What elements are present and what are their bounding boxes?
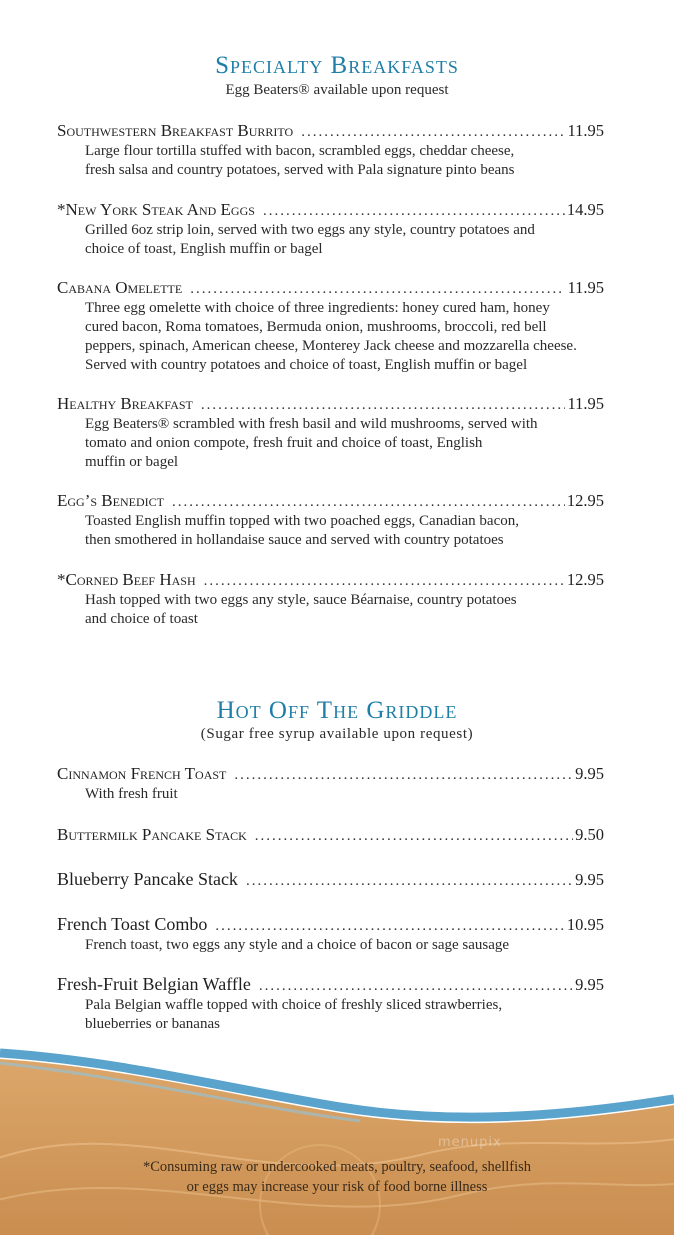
item-name: Cinnamon French Toast	[57, 764, 227, 783]
section-title-specialty: Specialty Breakfasts	[215, 52, 459, 79]
menu-item	[57, 570, 604, 629]
item-price: 9.95	[575, 870, 604, 889]
item-description: Grilled 6oz strip loin, served with two eggs any style, country potatoes and choice of toast, English muffin or bagel	[85, 222, 535, 257]
item-description: Toasted English muffin topped with two poached eggs, Canadian bacon, then smothered in hollandaise sauce and served with country potatoes	[85, 513, 519, 548]
item-name: Cabana Omelette	[57, 278, 183, 297]
dot-leader	[201, 395, 566, 415]
menu-item	[57, 200, 604, 259]
food-safety-disclaimer: *Consuming raw or undercooked meats, poultry, seafood, shellfish or eggs may increase your risk of food borne illness	[142, 1159, 532, 1195]
item-price: 9.50	[575, 825, 604, 844]
item-price: 10.95	[566, 915, 604, 934]
item-description: Hash topped with two eggs any style, sauce Béarnaise, country potatoes and choice of toast	[85, 592, 517, 627]
dot-leader	[234, 765, 573, 785]
item-price: 14.95	[566, 200, 604, 219]
menu-item	[57, 491, 604, 550]
section-title-griddle: Hot Off The Griddle	[216, 697, 458, 724]
item-price: 12.95	[566, 570, 604, 589]
item-name: Blueberry Pancake Stack	[57, 869, 238, 889]
item-price: 11.95	[567, 121, 604, 140]
dot-leader	[172, 492, 565, 512]
dot-leader	[259, 976, 573, 996]
dot-leader	[255, 826, 573, 846]
item-name: Egg’s Benedict	[57, 491, 164, 510]
item-description: Three egg omelette with choice of three ingredients: honey cured ham, honey cured bacon, Roma tomatoes, Bermuda onion, mushrooms, broccoli, red bell peppers, spinach, American cheese, Monterey Jack cheese and mozzarella cheese. Served with country potatoes and choice of toast, English muffin or bagel	[85, 300, 577, 373]
item-price: 11.95	[567, 278, 604, 297]
item-name: Buttermilk Pancake Stack	[57, 825, 247, 844]
item-name: Fresh-Fruit Belgian Waffle	[57, 974, 251, 994]
item-name: *New York Steak And Eggs	[57, 200, 255, 219]
item-price: 9.95	[575, 975, 604, 994]
item-description: Large flour tortilla stuffed with bacon, scrambled eggs, cheddar cheese, fresh salsa and country potatoes, served with Pala signature pinto beans	[85, 143, 515, 178]
menu-item	[57, 825, 604, 846]
item-description: French toast, two eggs any style and a choice of bacon or sage sausage	[85, 937, 510, 953]
menu-item	[57, 869, 604, 891]
section-subtitle-specialty: Egg Beaters® available upon request	[225, 82, 449, 98]
section-subtitle-griddle: (Sugar free syrup available upon request)	[200, 726, 474, 742]
item-name: Southwestern Breakfast Burrito	[57, 121, 294, 140]
menu-item	[57, 394, 604, 472]
item-name: French Toast Combo	[57, 914, 208, 934]
menu-item	[57, 121, 604, 180]
item-name: Healthy Breakfast	[57, 394, 193, 413]
menu-item	[57, 764, 604, 804]
item-description: Egg Beaters® scrambled with fresh basil and wild mushrooms, served with tomato and onion compote, fresh fruit and choice of toast, English muffin or bagel	[85, 416, 538, 470]
item-price: 9.95	[575, 764, 604, 783]
dot-leader	[190, 279, 565, 299]
dot-leader	[301, 122, 565, 142]
item-name: *Corned Beef Hash	[57, 570, 196, 589]
dot-leader	[263, 201, 565, 221]
item-description: Pala Belgian waffle topped with choice of freshly sliced strawberries, blueberries or bananas	[85, 997, 503, 1032]
menu-item	[57, 974, 604, 1034]
footer-wave-banner	[0, 1045, 674, 1235]
watermark: menupix	[438, 1135, 502, 1150]
dot-leader	[215, 916, 564, 936]
item-price: 11.95	[567, 394, 604, 413]
item-description: With fresh fruit	[85, 786, 178, 802]
dot-leader	[246, 871, 573, 891]
menu-item	[57, 914, 604, 955]
item-price: 12.95	[566, 491, 604, 510]
wave-graphic	[0, 1045, 674, 1235]
dot-leader	[204, 571, 565, 591]
menu-item	[57, 278, 604, 375]
